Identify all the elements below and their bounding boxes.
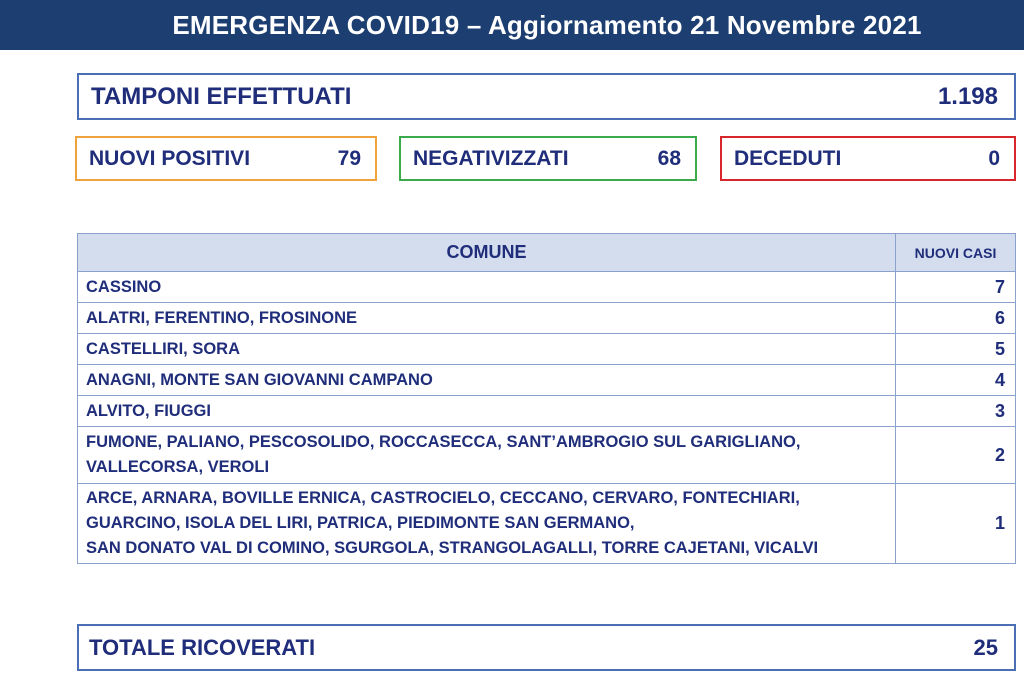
header-bar bbox=[0, 0, 1024, 50]
nuovi-positivi-value: 79 bbox=[337, 146, 361, 170]
negativizzati-box bbox=[399, 136, 697, 181]
tamponi-value: 1.198 bbox=[937, 82, 998, 110]
comune-line: ARCE, ARNARA, BOVILLE ERNICA, CASTROCIELO, CECCANO, CERVARO, FONTECHIARI, bbox=[86, 489, 800, 507]
table-row bbox=[78, 334, 1016, 365]
page-title: EMERGENZA COVID19 – Aggiornamento 21 Novembre 2021 bbox=[172, 9, 922, 40]
deceduti-box bbox=[720, 136, 1016, 181]
casi-cell: 2 bbox=[896, 427, 1016, 484]
negativizzati-value: 68 bbox=[657, 146, 681, 170]
table-row bbox=[78, 484, 1016, 564]
table-row bbox=[78, 303, 1016, 334]
comuni-table bbox=[77, 233, 1016, 564]
ricoverati-box bbox=[77, 624, 1016, 671]
comune-line: SAN DONATO VAL DI COMINO, SGURGOLA, STRANGOLAGALLI, TORRE CAJETANI, VICALVI bbox=[86, 539, 819, 557]
casi-cell: 7 bbox=[896, 272, 1016, 303]
table-row bbox=[78, 396, 1016, 427]
nuovi-positivi-label: NUOVI POSITIVI bbox=[89, 146, 251, 170]
comune-cell bbox=[78, 427, 896, 484]
comune-cell: ANAGNI, MONTE SAN GIOVANNI CAMPANO bbox=[78, 365, 896, 396]
comune-cell: CASTELLIRI, SORA bbox=[78, 334, 896, 365]
comune-line: FUMONE, PALIANO, PESCOSOLIDO, ROCCASECCA, SANT’AMBROGIO SUL GARIGLIANO, bbox=[86, 433, 801, 451]
casi-cell: 1 bbox=[896, 484, 1016, 564]
nuovi-positivi-box bbox=[75, 136, 377, 181]
tamponi-box bbox=[77, 73, 1016, 120]
column-header-comune: COMUNE bbox=[78, 234, 896, 272]
negativizzati-label: NEGATIVIZZATI bbox=[413, 146, 569, 170]
casi-cell: 6 bbox=[896, 303, 1016, 334]
tamponi-label: TAMPONI EFFETTUATI bbox=[91, 82, 352, 110]
table-row bbox=[78, 272, 1016, 303]
table-header-row bbox=[78, 234, 1016, 272]
column-header-nuovi-casi: NUOVI CASI bbox=[896, 234, 1016, 272]
casi-cell: 3 bbox=[896, 396, 1016, 427]
deceduti-label: DECEDUTI bbox=[734, 146, 842, 170]
comune-cell: ALVITO, FIUGGI bbox=[78, 396, 896, 427]
comune-line: VALLECORSA, VEROLI bbox=[86, 458, 270, 476]
deceduti-value: 0 bbox=[988, 146, 1000, 170]
comune-cell bbox=[78, 484, 896, 564]
casi-cell: 4 bbox=[896, 365, 1016, 396]
comune-line: GUARCINO, ISOLA DEL LIRI, PATRICA, PIEDIMONTE SAN GERMANO, bbox=[86, 514, 635, 532]
table-row bbox=[78, 365, 1016, 396]
comune-cell: CASSINO bbox=[78, 272, 896, 303]
ricoverati-value: 25 bbox=[973, 634, 998, 660]
casi-cell: 5 bbox=[896, 334, 1016, 365]
table-row bbox=[78, 427, 1016, 484]
ricoverati-label: TOTALE RICOVERATI bbox=[89, 634, 316, 660]
comune-cell: ALATRI, FERENTINO, FROSINONE bbox=[78, 303, 896, 334]
